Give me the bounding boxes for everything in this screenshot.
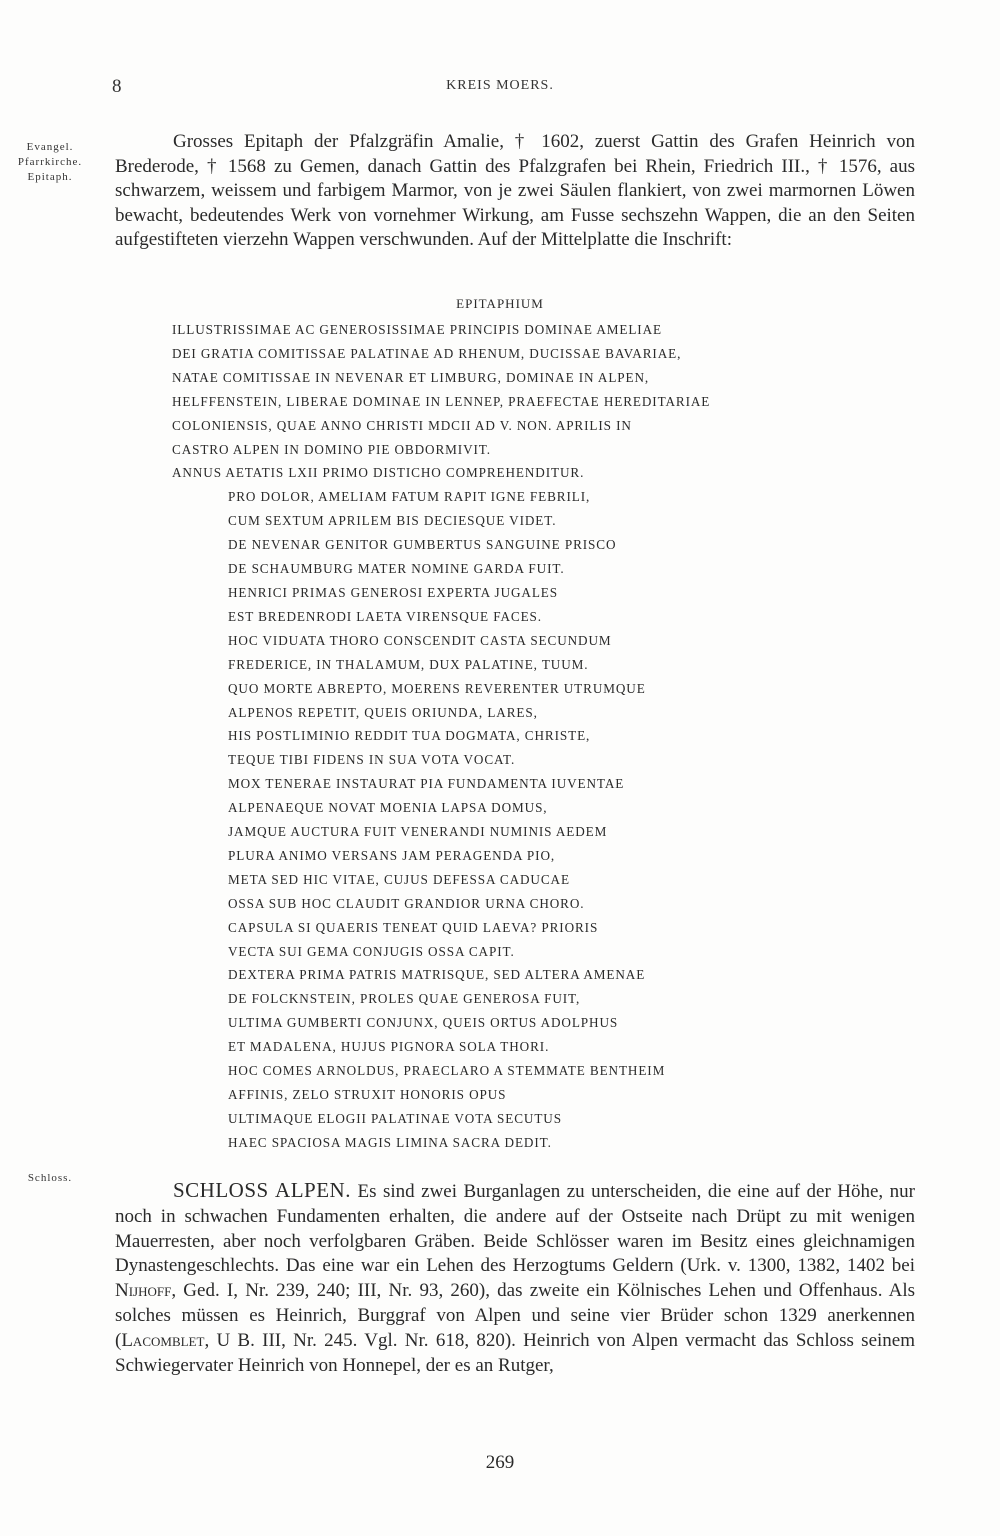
inscription-line: ULTIMAQUE ELOGII PALATINAE VOTA SECUTUS [228,1110,562,1126]
inscription-heading: EPITAPHIUM [456,296,544,311]
inscription-line: CUM SEXTUM APRILEM BIS DECIESQUE VIDET. [228,513,557,529]
section-title: SCHLOSS ALPEN. [173,1178,351,1202]
inscription-line: JAMQUE AUCTURA FUIT VENERANDI NUMINIS AEDEM [228,824,608,840]
inscription-line: ET MADALENA, HUJUS PIGNORA SOLA THORI. [228,1039,550,1055]
inscription-line: DEXTERA PRIMA PATRIS MATRISQUE, SED ALTERA AMENAE [228,967,646,983]
author-reference: Lacomblet [121,1329,205,1351]
inscription-line: HIS POSTLIMINIO REDDIT TUA DOGMATA, CHRISTE, [228,728,591,744]
running-head: KREIS MOERS. [446,78,554,93]
inscription-line: ULTIMA GUMBERTI CONJUNX, QUEIS ORTUS ADOLPHUS [228,1015,619,1031]
inscription-line: HAEC SPACIOSA MAGIS LIMINA SACRA DEDIT. [228,1134,552,1150]
inscription-line: PLURA ANIMO VERSANS JAM PERAGENDA PIO, [228,847,556,863]
inscription-line: DEI GRATIA COMITISSAE PALATINAE AD RHENUM, DUCISSAE BAVARIAE, [172,345,682,361]
inscription-line: OSSA SUB HOC CLAUDIT GRANDIOR URNA CHORO. [228,895,585,911]
paragraph-schloss-alpen [115,1178,915,1378]
inscription-line: HELFFENSTEIN, LIBERAE DOMINAE IN LENNEP, PRAEFECTAE HEREDITARIAE [172,393,711,409]
inscription-line: PRO DOLOR, AMELIAM FATUM RAPIT IGNE FEBRILI, [228,489,591,505]
inscription-line: CASTRO ALPEN IN DOMINO PIE OBDORMIVIT. [172,441,491,457]
inscription-line: AFFINIS, ZELO STRUXIT HONORIS OPUS [228,1087,507,1102]
inscription-line: NATAE COMITISSAE IN NEVENAR ET LIMBURG, DOMINAE IN ALPEN, [172,369,650,385]
paragraph-text: , U B. III, Nr. 245. Vgl. Nr. 618, 820). Heinrich von Alpen vermacht das Schloss seinem Schwiegervater Heinrich von Honnepel, der es an Rutger, [115,1329,915,1376]
marginal-note-castle: Schloss. [27,1172,73,1184]
page-number-bottom: 269 [485,1452,515,1473]
marginal-note-church: Evangel. Pfarrkirche. Epitaph. [17,141,83,183]
inscription-line: FREDERICE, IN THALAMUM, DUX PALATINE, TUUM. [228,656,589,672]
paragraph-text: , Ged. I, Nr. 239, 240; III, Nr. 93, 260), das zweite ein Kölnisches Lehen und Offenhaus. Als solches müssen es Heinrich, Burggraf von Alpen und seine vier Brüder schon 1329 anerkennen ( [115,1280,915,1351]
inscription-line: META SED HIC VITAE, CUJUS DEFESSA CADUCAE [228,871,570,887]
inscription-line: COLONIENSIS, QUAE ANNO CHRISTI MDCII AD V. NON. APRILIS IN [172,417,632,433]
inscription-line: HOC VIDUATA THORO CONSCENDIT CASTA SECUNDUM [228,632,612,648]
inscription-line: DE SCHAUMBURG MATER NOMINE GARDA FUIT. [228,561,565,577]
inscription-line: ALPENOS REPETIT, QUEIS ORIUNDA, LARES, [228,704,538,720]
paragraph-epitaph: Grosses Epitaph der Pfalzgräfin Amalie, † 1602, zuerst Gattin des Grafen Heinrich von Brederode, † 1568 zu Gemen, danach Gattin des Pfalzgrafen bei Rhein, Friedrich III., † 1576, aus schwarzem, weissem und farbigem Marmor, von je zwei Säulen flankiert, von zwei marmornen Löwen bewacht, bedeutendes Werk von vornehmer Wirkung, am Fusse sechszehn Wappen, die an den Seiten aufgestifteten vierzehn Wappen verschwunden. Auf der Mittelplatte die Inschrift: [115,131,915,251]
inscription-line: ANNUS AETATIS LXII PRIMO DISTICHO COMPREHENDITUR. [172,465,585,481]
inscription-line: TEQUE TIBI FIDENS IN SUA VOTA VOCAT. [228,752,516,768]
inscription-line: ILLUSTRISSIMAE AC GENEROSISSIMAE PRINCIPIS DOMINAE AMELIAE [172,322,662,337]
page-number-top: 8 [112,76,122,97]
inscription-line: EST BREDENRODI LAETA VIRENSQUE FACES. [228,608,542,624]
inscription-line: VECTA SUI GEMA CONJUGIS OSSA CAPIT. [228,943,515,959]
inscription-line: DE FOLCKNSTEIN, PROLES QUAE GENEROSA FUIT, [228,991,581,1007]
inscription-line: CAPSULA SI QUAERIS TENEAT QUID LAEVA? PRIORIS [228,919,599,935]
inscription-line: DE NEVENAR GENITOR GUMBERTUS SANGUINE PRISCO [228,537,617,553]
inscription-line: HENRICI PRIMAS GENEROSI EXPERTA JUGALES [228,584,558,600]
inscription-line: HOC COMES ARNOLDUS, PRAECLARO A STEMMATE BENTHEIM [228,1063,666,1079]
author-reference: Nijhoff [115,1280,172,1302]
inscription-line: ALPENAEQUE NOVAT MOENIA LAPSA DOMUS, [228,800,548,816]
paragraph-text: Es sind zwei Burganlagen zu unterscheiden, die eine auf der Höhe, nur noch in schwachen Fundamenten erhalten, die andere auf der Ostseite nach Drüpt zu mit wenigen Mauerresten, aber noch verfolgbaren Gräben. Beide Schlösser waren im Besitz eines gleichnamigen Dynastengeschlechts. Das eine war ein Lehen des Herzogtums Geldern (Urk. v. 1300, 1382, 1402 bei [115,1181,916,1277]
inscription-lines [172,318,892,1155]
inscription-line: QUO MORTE ABREPTO, MOERENS REVERENTER UTRUMQUE [228,680,646,696]
inscription-line: MOX TENERAE INSTAURAT PIA FUNDAMENTA IUVENTAE [228,776,625,792]
